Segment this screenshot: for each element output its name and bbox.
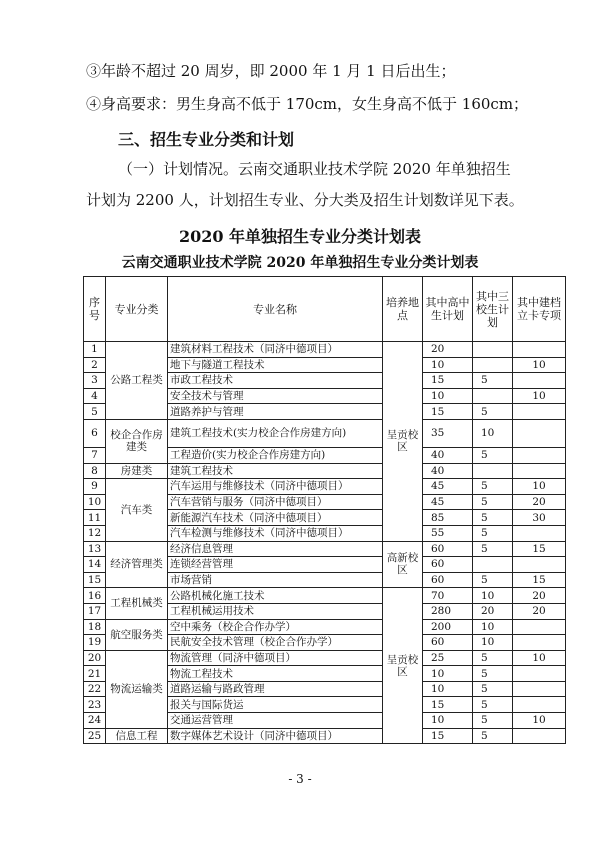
cell-sanxiao-plan: 10 (473, 588, 513, 604)
cell-hs-plan: 55 (423, 525, 473, 541)
paragraph-plan-line1: （一）计划情况。云南交通职业技术学院 2020 年单独招生 (118, 160, 511, 178)
cell-hs-plan: 10 (423, 681, 473, 697)
cell-major: 市政工程技术 (168, 373, 383, 389)
cell-sanxiao-plan: 10 (473, 619, 513, 635)
cell-hs-plan: 60 (423, 541, 473, 557)
cell-hs-plan: 60 (423, 557, 473, 573)
cell-jdlk-plan: 30 (513, 510, 566, 526)
cell-category: 物流运输类 (106, 650, 168, 728)
cell-no: 21 (84, 666, 106, 682)
cell-hs-plan: 15 (423, 728, 473, 744)
cell-no: 10 (84, 494, 106, 510)
cell-jdlk-plan (513, 342, 566, 358)
cell-hs-plan: 60 (423, 572, 473, 588)
cell-category: 校企合作房建类 (106, 419, 168, 463)
cell-hs-plan: 35 (423, 419, 473, 447)
cell-major: 公路机械化施工技术 (168, 588, 383, 604)
cell-jdlk-plan (513, 463, 566, 479)
cell-major: 道路养护与管理 (168, 404, 383, 420)
page-number: - 3 - (288, 772, 312, 786)
paragraph-height-requirement: ④身高要求：男生身高不低于 170cm，女生身高不低于 160cm； (86, 95, 529, 113)
cell-major: 安全技术与管理 (168, 388, 383, 404)
cell-no: 7 (84, 447, 106, 463)
cell-hs-plan: 45 (423, 494, 473, 510)
cell-jdlk-plan: 10 (513, 650, 566, 666)
cell-no: 14 (84, 557, 106, 573)
cell-category: 工程机械类 (106, 588, 168, 619)
cell-hs-plan: 15 (423, 697, 473, 713)
table-row (84, 419, 566, 447)
cell-sanxiao-plan (473, 388, 513, 404)
cell-jdlk-plan (513, 404, 566, 420)
cell-major: 报关与国际货运 (168, 697, 383, 713)
cell-sanxiao-plan: 5 (473, 572, 513, 588)
cell-major: 经济信息管理 (168, 541, 383, 557)
cell-hs-plan: 280 (423, 603, 473, 619)
header-major: 专业名称 (168, 277, 383, 342)
cell-jdlk-plan: 10 (513, 357, 566, 373)
cell-major: 汽车检测与维修技术（同济中德项目） (168, 525, 383, 541)
cell-category: 公路工程类 (106, 342, 168, 420)
cell-jdlk-plan (513, 666, 566, 682)
cell-sanxiao-plan (473, 357, 513, 373)
cell-major: 建筑工程技术 (168, 463, 383, 479)
cell-major: 地下与隧道工程技术 (168, 357, 383, 373)
cell-no: 2 (84, 357, 106, 373)
cell-jdlk-plan: 20 (513, 588, 566, 604)
cell-sanxiao-plan: 5 (473, 713, 513, 729)
cell-sanxiao-plan: 10 (473, 419, 513, 447)
cell-sanxiao-plan: 5 (473, 666, 513, 682)
cell-sanxiao-plan (473, 342, 513, 358)
cell-hs-plan: 85 (423, 510, 473, 526)
cell-sanxiao-plan: 5 (473, 479, 513, 495)
cell-no: 13 (84, 541, 106, 557)
cell-major: 道路运输与路政管理 (168, 681, 383, 697)
table-main-title: 2020 年单独招生专业分类计划表 (178, 227, 422, 246)
cell-sanxiao-plan: 5 (473, 404, 513, 420)
header-jdlk-plan: 其中建档立卡专项 (513, 277, 566, 342)
cell-major: 工程造价(实力校企合作房建方向) (168, 447, 383, 463)
cell-major: 空中乘务（校企合作办学） (168, 619, 383, 635)
cell-sanxiao-plan: 20 (473, 603, 513, 619)
cell-major: 交通运营管理 (168, 713, 383, 729)
cell-no: 18 (84, 619, 106, 635)
table-row (84, 619, 566, 635)
cell-no: 23 (84, 697, 106, 713)
cell-jdlk-plan: 15 (513, 572, 566, 588)
cell-jdlk-plan (513, 557, 566, 573)
cell-jdlk-plan (513, 697, 566, 713)
cell-sanxiao-plan: 5 (473, 494, 513, 510)
cell-sanxiao-plan: 5 (473, 650, 513, 666)
cell-sanxiao-plan: 5 (473, 447, 513, 463)
cell-hs-plan: 10 (423, 388, 473, 404)
cell-no: 19 (84, 635, 106, 651)
cell-major: 连锁经营管理 (168, 557, 383, 573)
cell-no: 24 (84, 713, 106, 729)
cell-major: 建筑工程技术(实力校企合作房建方向) (168, 419, 383, 447)
table-row (84, 728, 566, 744)
cell-no: 11 (84, 510, 106, 526)
table-row (84, 463, 566, 479)
cell-no: 8 (84, 463, 106, 479)
cell-no: 5 (84, 404, 106, 420)
cell-no: 25 (84, 728, 106, 744)
cell-campus: 呈贡校区 (383, 342, 423, 542)
table-row (84, 479, 566, 495)
cell-hs-plan: 20 (423, 342, 473, 358)
cell-no: 6 (84, 419, 106, 447)
cell-no: 15 (84, 572, 106, 588)
cell-jdlk-plan: 20 (513, 494, 566, 510)
enrollment-plan-table (83, 276, 566, 744)
paragraph-age-requirement: ③年龄不超过 20 周岁，即 2000 年 1 月 1 日后出生； (86, 62, 456, 80)
cell-category: 房建类 (106, 463, 168, 479)
cell-category: 汽车类 (106, 479, 168, 541)
cell-hs-plan: 10 (423, 357, 473, 373)
cell-jdlk-plan (513, 619, 566, 635)
cell-major: 新能源汽车技术（同济中德项目） (168, 510, 383, 526)
paragraph-plan-line2: 计划为 2200 人，计划招生专业、分大类及招生计划数详见下表。 (86, 191, 524, 209)
cell-jdlk-plan: 10 (513, 713, 566, 729)
cell-hs-plan: 25 (423, 650, 473, 666)
cell-sanxiao-plan: 10 (473, 635, 513, 651)
cell-sanxiao-plan: 5 (473, 697, 513, 713)
cell-jdlk-plan (513, 525, 566, 541)
cell-major: 物流工程技术 (168, 666, 383, 682)
cell-sanxiao-plan: 5 (473, 541, 513, 557)
cell-jdlk-plan: 15 (513, 541, 566, 557)
cell-major: 汽车营销与服务（同济中德项目） (168, 494, 383, 510)
cell-jdlk-plan: 20 (513, 603, 566, 619)
cell-hs-plan: 10 (423, 713, 473, 729)
cell-hs-plan: 10 (423, 666, 473, 682)
cell-no: 20 (84, 650, 106, 666)
cell-major: 数字媒体艺术设计（同济中德项目） (168, 728, 383, 744)
cell-hs-plan: 15 (423, 373, 473, 389)
cell-hs-plan: 200 (423, 619, 473, 635)
cell-hs-plan: 15 (423, 404, 473, 420)
cell-sanxiao-plan: 5 (473, 373, 513, 389)
cell-campus: 高新校区 (383, 541, 423, 588)
cell-major: 工程机械运用技术 (168, 603, 383, 619)
table-row (84, 342, 566, 358)
cell-jdlk-plan (513, 728, 566, 744)
cell-category: 航空服务类 (106, 619, 168, 650)
cell-sanxiao-plan: 5 (473, 728, 513, 744)
cell-major: 汽车运用与维修技术（同济中德项目） (168, 479, 383, 495)
header-category: 专业分类 (106, 277, 168, 342)
cell-sanxiao-plan (473, 463, 513, 479)
table-body (84, 342, 566, 744)
cell-major: 建筑材料工程技术（同济中德项目） (168, 342, 383, 358)
cell-jdlk-plan (513, 419, 566, 447)
cell-no: 3 (84, 373, 106, 389)
cell-hs-plan: 40 (423, 447, 473, 463)
cell-category: 信息工程 (106, 728, 168, 744)
cell-category: 经济管理类 (106, 541, 168, 588)
cell-major: 民航安全技术管理（校企合作办学） (168, 635, 383, 651)
cell-no: 9 (84, 479, 106, 495)
cell-major: 市场营销 (168, 572, 383, 588)
cell-no: 1 (84, 342, 106, 358)
cell-sanxiao-plan (473, 557, 513, 573)
table-row (84, 541, 566, 557)
cell-campus: 呈贡校区 (383, 588, 423, 744)
table-subtitle: 云南交通职业技术学院 2020 年单独招生专业分类计划表 (121, 255, 479, 271)
cell-hs-plan: 40 (423, 463, 473, 479)
cell-hs-plan: 45 (423, 479, 473, 495)
cell-major: 物流管理（同济中德项目） (168, 650, 383, 666)
header-hs-plan: 其中高中生计划 (423, 277, 473, 342)
cell-jdlk-plan (513, 447, 566, 463)
cell-no: 4 (84, 388, 106, 404)
cell-sanxiao-plan: 5 (473, 681, 513, 697)
cell-jdlk-plan (513, 373, 566, 389)
cell-jdlk-plan (513, 635, 566, 651)
cell-jdlk-plan (513, 681, 566, 697)
table-header-row (84, 277, 566, 342)
cell-no: 16 (84, 588, 106, 604)
cell-sanxiao-plan: 5 (473, 525, 513, 541)
header-campus: 培养地点 (383, 277, 423, 342)
cell-no: 22 (84, 681, 106, 697)
cell-sanxiao-plan: 5 (473, 510, 513, 526)
cell-no: 17 (84, 603, 106, 619)
cell-hs-plan: 70 (423, 588, 473, 604)
table-row (84, 588, 566, 604)
cell-hs-plan: 60 (423, 635, 473, 651)
section-heading: 三、招生专业分类和计划 (118, 130, 295, 149)
header-sanxiao-plan: 其中三校生计划 (473, 277, 513, 342)
cell-jdlk-plan: 10 (513, 479, 566, 495)
cell-no: 12 (84, 525, 106, 541)
header-no: 序号 (84, 277, 106, 342)
table-row (84, 650, 566, 666)
cell-jdlk-plan: 10 (513, 388, 566, 404)
